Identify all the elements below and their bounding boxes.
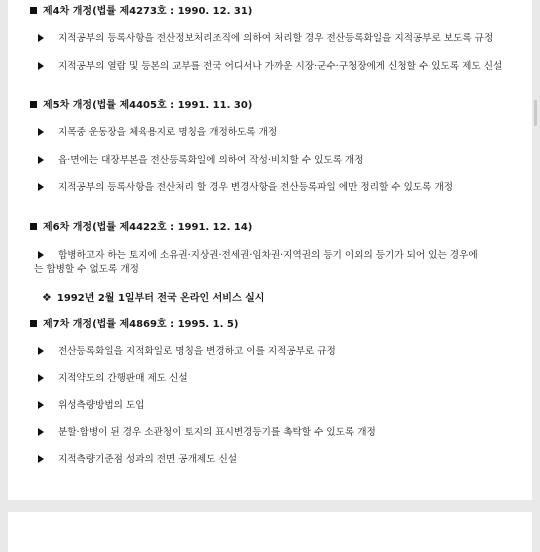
section-heading-5: 제5차 개정(법률 제4405호 : 1991. 11. 30) [30, 100, 532, 112]
triangle-bullet-icon [38, 128, 44, 136]
list-item: 지목중 운동장을 체육용지로 명칭을 개정하도록 개정 [38, 127, 532, 139]
four-diamond-bullet-icon: ❖ [42, 291, 52, 304]
square-bullet-icon [30, 7, 37, 14]
triangle-bullet-icon [38, 183, 44, 191]
triangle-bullet-icon [38, 374, 44, 382]
list-item: 분할·합병이 된 경우 소관청이 토지의 표시변경등기를 촉탁할 수 있도록 개정 [38, 427, 532, 439]
triangle-bullet-icon [38, 62, 44, 70]
triangle-bullet-icon [38, 156, 44, 164]
section-heading-4: 제4차 개정(법률 제4273호 : 1990. 12. 31) [30, 6, 532, 18]
square-bullet-icon [30, 223, 37, 230]
section-heading-6: 제6차 개정(법률 제4422호 : 1991. 12. 14) [30, 222, 532, 234]
list-item: 전산등록화일을 지적화일로 명칭을 변경하고 이를 지적공부로 규정 [38, 346, 532, 358]
triangle-bullet-icon [38, 455, 44, 463]
list-item: 지적공부의 등록사항을 전산정보처리조직에 의하여 처리할 경우 전산등록화일을 지적공부로 보도록 규정 [38, 33, 532, 45]
list-item: 지적공부의 등록사항을 전산처리 할 경우 변경사항을 전산등록파일 에만 정리할 수 있도록 개정 [38, 182, 532, 194]
list-item: 지적공부의 열람 및 등본의 교부를 전국 어디서나 가까운 시장·군수·구청장에게 신청할 수 있도록 제도 신설 [38, 61, 532, 73]
triangle-bullet-icon [38, 401, 44, 409]
document-page [8, 0, 532, 500]
triangle-bullet-icon [38, 251, 44, 259]
triangle-bullet-icon [38, 34, 44, 42]
list-item: 위성측량방법의 도입 [38, 400, 532, 412]
list-item: 지적약도의 간행판매 제도 신설 [38, 373, 532, 385]
section-heading-7: 제7차 개정(법률 제4869호 : 1995. 1. 5) [30, 319, 532, 331]
list-item: 지적측량기준점 성과의 전면 공개제도 신설 [38, 454, 532, 466]
list-item: 합병하고자 하는 토지에 소유권·지상권·전세권·임차권·지역권의 등기 이외의 등기가 되어 있는 경우에 [38, 250, 532, 262]
next-page [8, 512, 532, 552]
square-bullet-icon [30, 320, 37, 327]
list-item: 읍·면에는 대장부본을 전산등록화일에 의하여 작성·비치할 수 있도록 개정 [38, 155, 532, 167]
scroll-indicator[interactable] [534, 100, 537, 126]
service-note: ❖ 1992년 2월 1일부터 전국 온라인 서비스 실시 [42, 291, 265, 304]
triangle-bullet-icon [38, 428, 44, 436]
triangle-bullet-icon [38, 347, 44, 355]
list-item-continued: 는 합병할 수 없도록 개정 [34, 264, 139, 275]
square-bullet-icon [30, 101, 37, 108]
